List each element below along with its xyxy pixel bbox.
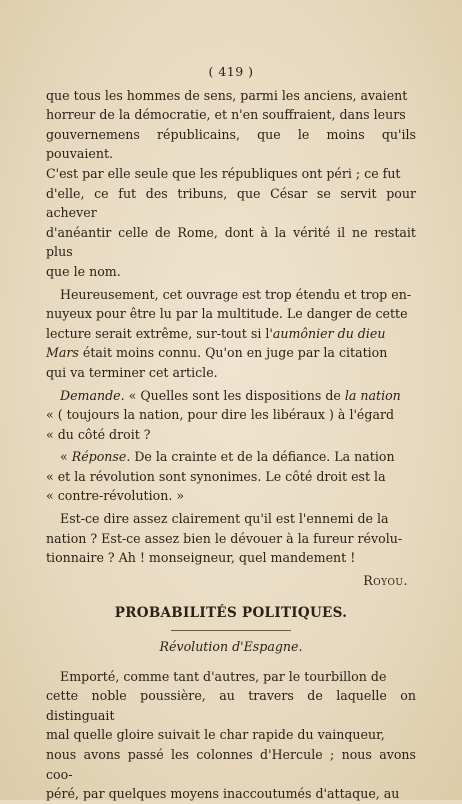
- text-line: d'elle, ce fut des tribuns, que César se servit pour achever: [46, 185, 416, 221]
- paragraph-heureusement: [46, 285, 416, 383]
- text-line: [46, 324, 416, 344]
- italic-label: Demande.: [60, 387, 125, 403]
- text-line: horreur de la démocratie, et n'en souffraient, dans leurs: [46, 107, 406, 123]
- text-line: tionnaire ? Ah ! monseigneur, quel mandement !: [46, 550, 356, 566]
- paragraph-democracy: [46, 86, 416, 282]
- text-line: « ( toujours la nation, pour dire les libéraux ) à l'égard: [46, 407, 395, 423]
- text-run: De la crainte et de la défiance. La nation: [130, 449, 395, 465]
- text-line: que le nom.: [46, 263, 121, 279]
- quote-reponse: [46, 447, 416, 506]
- paragraph-emporte: [46, 667, 416, 804]
- italic-text: Mars: [46, 345, 79, 361]
- text-line: Emporté, comme tant d'autres, par le tourbillon de: [60, 668, 387, 684]
- text-run: lecture serait extrême, sur-tout si l': [46, 325, 273, 341]
- text-line: gouvernemens républicains, que le moins qu'ils pouvaient.: [46, 126, 416, 162]
- text-line: Est-ce dire assez clairement qu'il est l'ennemi de la: [60, 511, 389, 527]
- text-line: d'anéantir celle de Rome, dont à la vérité il ne restait plus: [46, 224, 416, 260]
- text-line: nous avons passé les colonnes d'Hercule ; nous avons coo-: [46, 747, 416, 782]
- text-line: « du côté droit ?: [46, 426, 151, 442]
- page-number: ( 419 ): [208, 64, 254, 79]
- text-line: C'est par elle seule que les républiques ont péri ; ce fut: [46, 165, 401, 181]
- text-line: « contre-révolution. »: [46, 488, 185, 504]
- text-line: [46, 386, 416, 406]
- heading-rule: [171, 630, 291, 631]
- text-line: nuyeux pour être lu par la multitude. Le danger de cette: [46, 306, 408, 322]
- text-line: mal quelle gloire suivait le char rapide du vainqueur,: [46, 727, 385, 743]
- text-line: péré, par quelques moyens inaccoutumés d'attaque, au: [46, 786, 400, 802]
- text-line: nation ? Est-ce assez bien le dévouer à la fureur révolu-: [46, 530, 403, 546]
- text-run: était moins connu. Qu'on en juge par la citation: [78, 345, 388, 361]
- page-content: [46, 62, 416, 804]
- italic-text: aumônier du dieu: [272, 325, 386, 341]
- text-line: [46, 447, 416, 467]
- text-run: «: [60, 449, 72, 465]
- text-line: Heureusement, cet ouvrage est trop étendu et trop en-: [60, 286, 412, 302]
- text-line: que tous les hommes de sens, parmi les anciens, avaient: [46, 87, 408, 103]
- author-signature: Royou.: [363, 572, 408, 588]
- italic-label: Réponse.: [71, 449, 131, 465]
- text-line: qui va terminer cet article.: [46, 364, 218, 380]
- quote-demande: [46, 386, 416, 445]
- section-subheading: Révolution d'Espagne.: [159, 639, 303, 655]
- text-line: cette noble poussière, au travers de laquelle on distinguait: [46, 688, 416, 723]
- text-line: [46, 343, 416, 363]
- italic-text: la nation: [344, 387, 401, 403]
- text-run: « Quelles sont les dispositions de: [124, 387, 345, 403]
- paragraph-conclusion: [46, 509, 416, 568]
- text-line: « et la révolution sont synonimes. Le côté droit est la: [46, 468, 386, 484]
- section-heading: PROBABILITÉS POLITIQUES.: [114, 605, 348, 622]
